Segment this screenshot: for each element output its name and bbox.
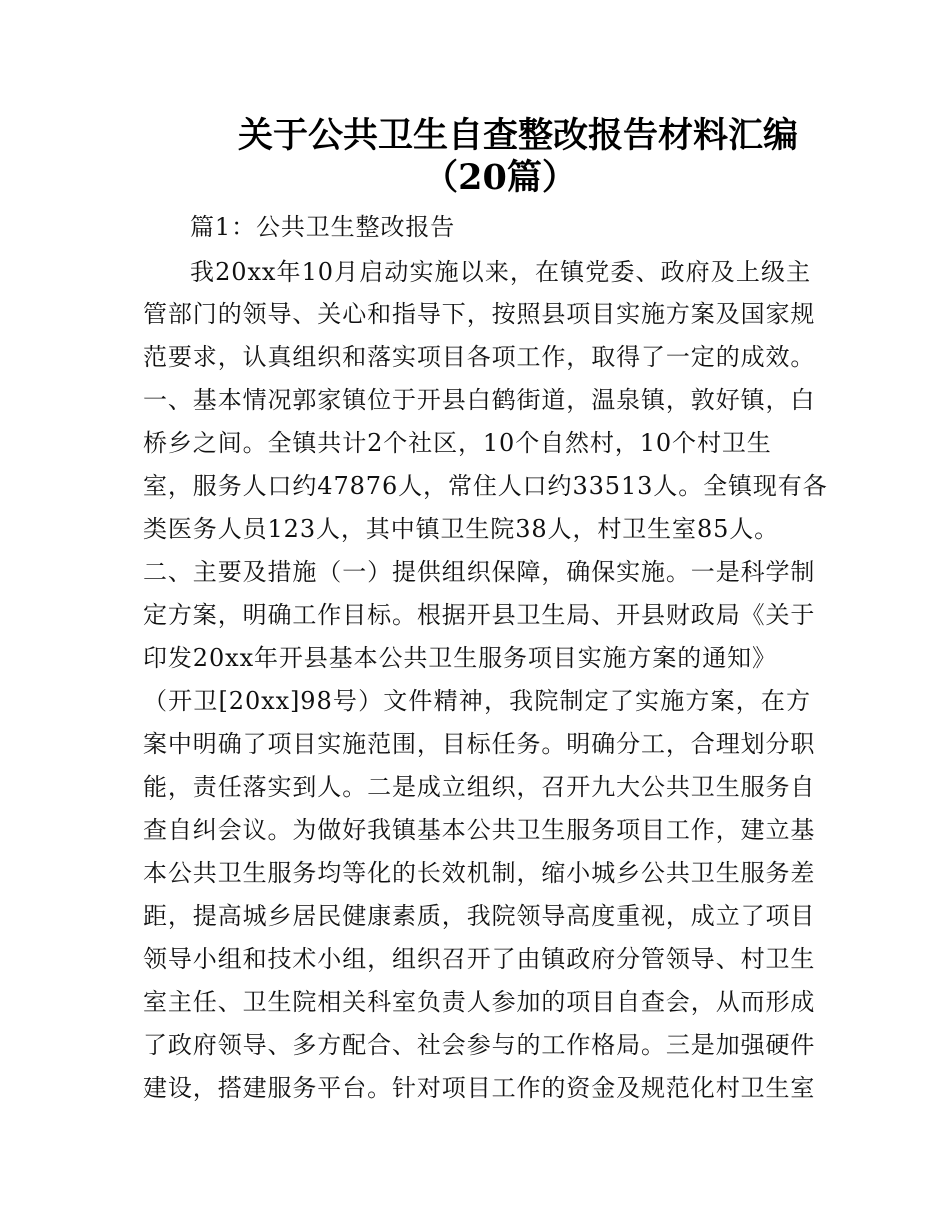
- paragraph-line: 建设，搭建服务平台。针对项目工作的资金及规范化村卫生室: [143, 1074, 816, 1102]
- paragraph-line: 管部门的领导、关心和指导下，按照县项目实施方案及国家规: [143, 300, 816, 328]
- paragraph-line: 桥乡之间。全镇共计2个社区，10个自然村，10个村卫生: [143, 429, 772, 457]
- paragraph-line: 印发20xx年开县基本公共卫生服务项目实施方案的通知》: [143, 644, 777, 672]
- document-title-line-1: 关于公共卫生自查整改报告材料汇编: [237, 115, 798, 156]
- paragraph-line: 二、主要及措施（一）提供组织保障，确保实施。一是科学制: [143, 558, 816, 586]
- paragraph-line: 本公共卫生服务均等化的长效机制，缩小城乡公共卫生服务差: [143, 859, 816, 887]
- section-heading: 篇1：公共卫生整改报告: [190, 213, 456, 241]
- paragraph-line: 案中明确了项目实施范围，目标任务。明确分工，合理划分职: [143, 730, 816, 758]
- paragraph-line: （开卫[20xx]98号）文件精神，我院制定了实施方案，在方: [143, 687, 811, 715]
- paragraph-line: 定方案，明确工作目标。根据开县卫生局、开县财政局《关于: [143, 601, 816, 629]
- paragraph-line: 查自纠会议。为做好我镇基本公共卫生服务项目工作，建立基: [143, 816, 816, 844]
- paragraph-line: 了政府领导、多方配合、社会参与的工作格局。三是加强硬件: [143, 1031, 816, 1059]
- paragraph-line: 领导小组和技术小组，组织召开了由镇政府分管领导、村卫生: [143, 945, 816, 973]
- paragraph-line: 室，服务人口约47876人，常住人口约33513人。全镇现有各: [143, 472, 828, 500]
- paragraph-line: 类医务人员123人，其中镇卫生院38人，村卫生室85人。: [143, 515, 780, 543]
- paragraph-line: 范要求，认真组织和落实项目各项工作，取得了一定的成效。: [143, 343, 816, 371]
- paragraph-line: 距，提高城乡居民健康素质，我院领导高度重视，成立了项目: [143, 902, 816, 930]
- paragraph-line: 室主任、卫生院相关科室负责人参加的项目自查会，从而形成: [143, 988, 816, 1016]
- document-title-line-2: （20篇）: [423, 157, 577, 198]
- paragraph-line: 一、基本情况郭家镇位于开县白鹤街道，温泉镇，敦好镇，白: [143, 386, 816, 414]
- paragraph-line: 我20xx年10月启动实施以来，在镇党委、政府及上级主: [190, 258, 811, 286]
- paragraph-line: 能，责任落实到人。二是成立组织，召开九大公共卫生服务自: [143, 773, 816, 801]
